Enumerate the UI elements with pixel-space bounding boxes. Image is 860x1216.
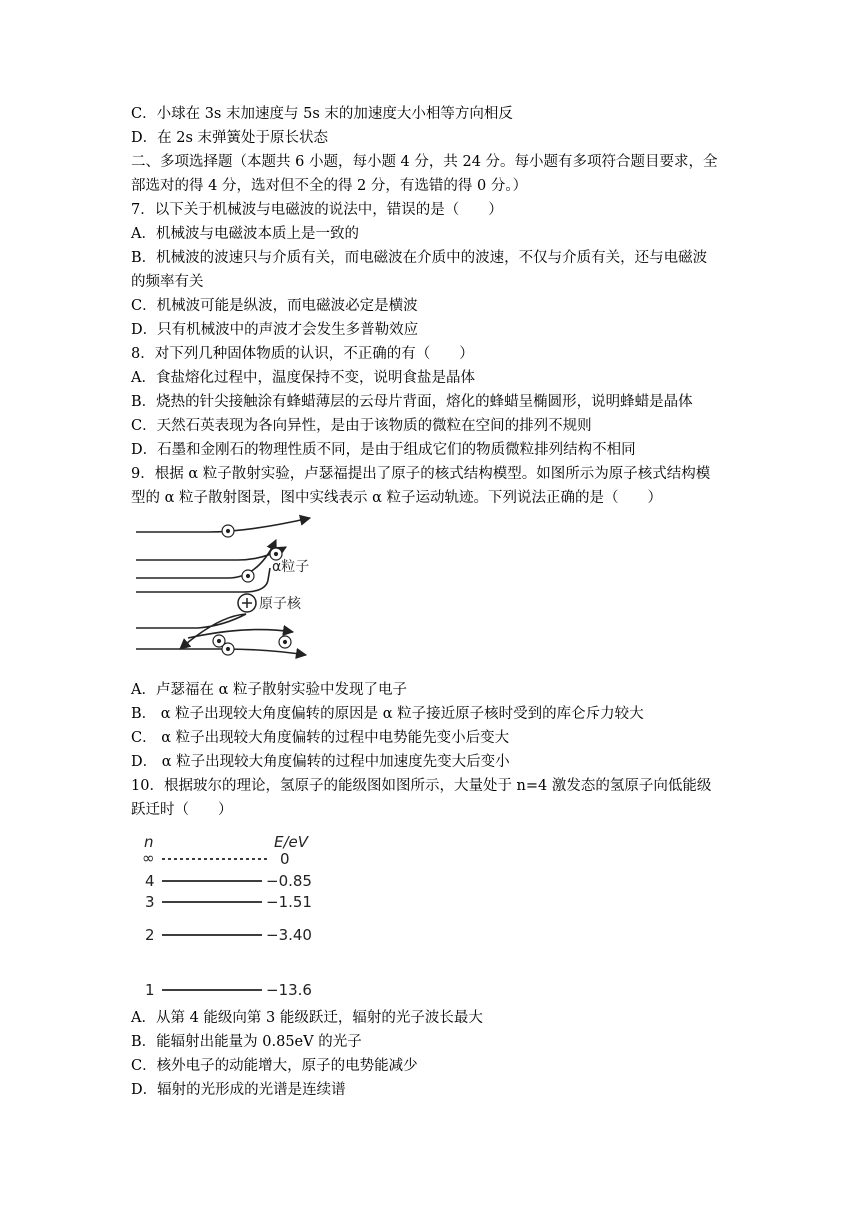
q9-option-d: D． α 粒子出现较大角度偏转的过程中加速度先变大后变小: [131, 754, 510, 770]
q6-option-c: C．小球在 3s 末加速度与 5s 末的加速度大小相等方向相反: [131, 106, 513, 122]
level-n-1: 1: [145, 981, 155, 999]
nucleus-label: 原子核: [259, 596, 301, 612]
q9-option-a: A．卢瑟福在 α 粒子散射实验中发现了电子: [131, 682, 407, 698]
level-n-4: 4: [145, 872, 155, 890]
nucleus-icon: [238, 594, 256, 612]
level-n-3: 3: [145, 893, 155, 911]
level-e-2: −3.40: [266, 926, 312, 944]
q10-option-d: D．辐射的光形成的光谱是连续谱: [131, 1082, 346, 1098]
q8-option-a: A．食盐熔化过程中，温度保持不变，说明食盐是晶体: [131, 370, 475, 386]
q9-option-c: C． α 粒子出现较大角度偏转的过程中电势能先变小后变大: [131, 730, 510, 746]
level-e-4: −0.85: [266, 872, 312, 890]
alpha-scattering-figure: [128, 510, 328, 660]
level-n-2: 2: [145, 926, 155, 944]
level-e-inf: 0: [280, 850, 290, 868]
alpha-trajectory-6: [136, 649, 306, 655]
alpha-trajectory-2: [136, 547, 286, 560]
q9-stem-line2: 型的 α 粒子散射图景，图中实线表示 α 粒子运动轨迹。下列说法正确的是（ ）: [131, 490, 663, 506]
energy-header: E/eV: [274, 833, 309, 851]
q8-option-b: B．烧热的针尖接触涂有蜂蜡薄层的云母片背面，熔化的蜂蜡呈椭圆形，说明蜂蜡是晶体: [131, 394, 693, 410]
alpha-particle-label: α粒子: [272, 559, 310, 575]
q10-option-c: C．核外电子的动能增大，原子的电势能减少: [131, 1058, 418, 1074]
q10-stem-line1: 10．根据玻尔的理论，氢原子的能级图如图所示，大量处于 n=4 激发态的氢原子向低能级: [131, 778, 712, 794]
section2-heading-line2: 部选对的得 4 分，选对但不全的得 2 分，有选错的得 0 分。）: [131, 178, 528, 194]
q10-option-a: A．从第 4 能级向第 3 能级跃迁，辐射的光子波长最大: [131, 1010, 483, 1026]
q8-option-c: C．天然石英表现为各向异性，是由于该物质的微粒在空间的排列不规则: [131, 418, 592, 434]
q6-option-d: D．在 2s 末弹簧处于原长状态: [131, 130, 329, 146]
q7-option-b-cont: 的频率有关: [131, 274, 204, 290]
n-header: n: [144, 833, 154, 851]
q9-option-b: B． α 粒子出现较大角度偏转的原因是 α 粒子接近原子核时受到的库仑斥力较大: [131, 706, 644, 722]
q10-option-b: B．能辐射出能量为 0.85eV 的光子: [131, 1034, 362, 1050]
level-e-1: −13.6: [266, 981, 312, 999]
q8-option-d: D．石墨和金刚石的物理性质不同，是由于组成它们的物质微粒排列结构不相同: [131, 442, 636, 458]
q8-stem: 8．对下列几种固体物质的认识，不正确的有（ ）: [131, 346, 474, 362]
q7-stem: 7．以下关于机械波与电磁波的说法中，错误的是（ ）: [131, 202, 503, 218]
level-e-3: −1.51: [266, 893, 312, 911]
q7-option-a: A．机械波与电磁波本质上是一致的: [131, 226, 359, 242]
q7-option-c: C．机械波可能是纵波，而电磁波必定是横波: [131, 298, 418, 314]
section2-heading-line1: 二、多项选择题（本题共 6 小题，每小题 4 分，共 24 分。每小题有多项符合题目要求，全: [131, 154, 718, 170]
q10-stem-line2: 跃迁时（ ）: [131, 802, 233, 818]
q9-stem-line1: 9．根据 α 粒子散射实验，卢瑟福提出了原子的核式结构模型。如图所示为原子核式结构模: [131, 466, 711, 482]
level-n-inf: ∞: [142, 849, 155, 867]
q7-option-b: B．机械波的波速只与介质有关，而电磁波在介质中的波速，不仅与介质有关，还与电磁波: [131, 250, 708, 266]
energy-level-diagram: [140, 825, 340, 1005]
q7-option-d: D．只有机械波中的声波才会发生多普勒效应: [131, 322, 419, 338]
